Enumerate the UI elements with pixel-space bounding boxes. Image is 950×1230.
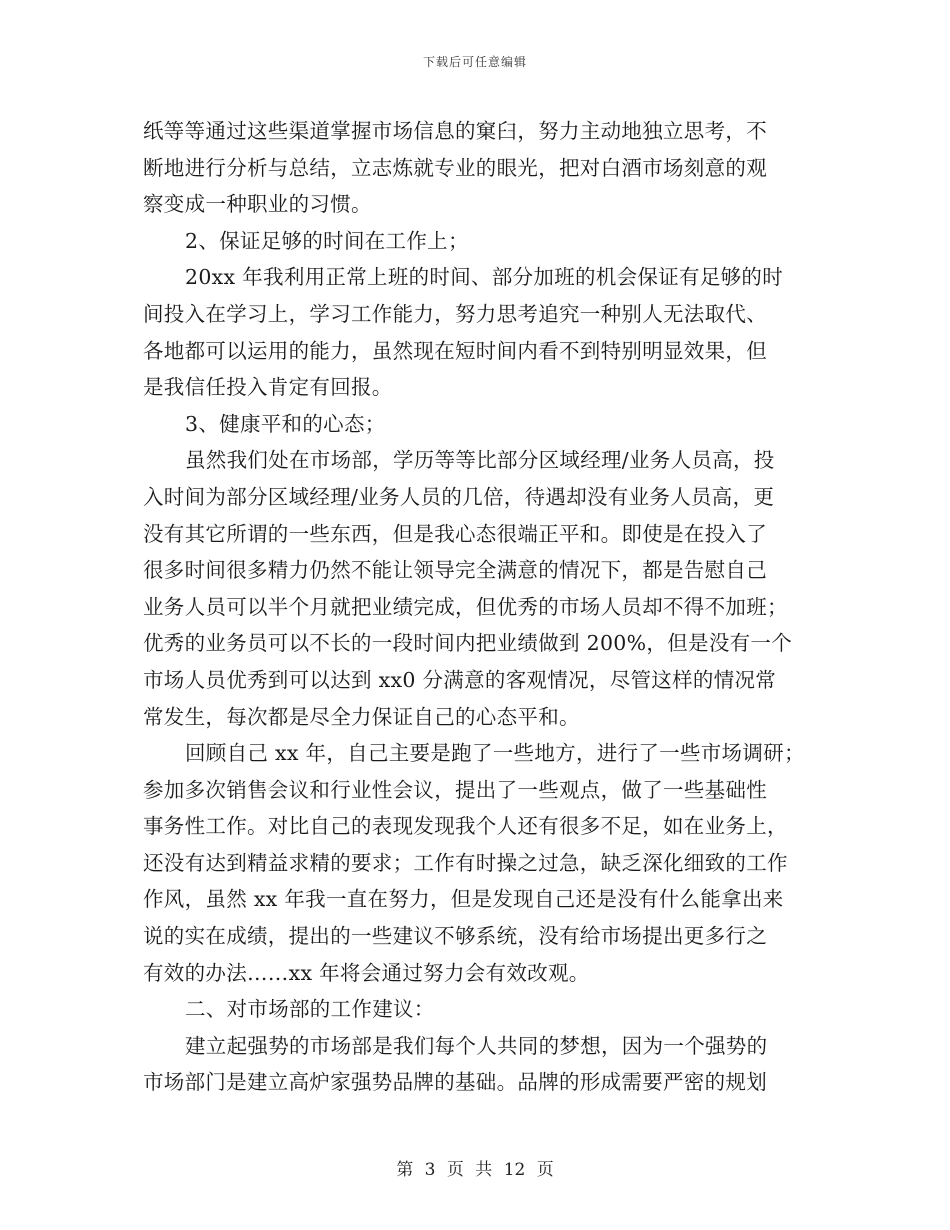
text-line: 间投入在学习上，学习工作能力，努力思考追究一种别人无法取代、	[143, 301, 767, 326]
text-line: 是我信任投入肯定有回报。	[143, 375, 393, 400]
text-line: 有效的办法……xx 年将会通过努力会有效改观。	[143, 960, 590, 985]
text-line: 各地都可以运用的能力，虽然现在短时间内看不到特别明显效果，但	[143, 338, 767, 363]
text-line: 断地进行分析与总结，立志炼就专业的眼光，把对白酒市场刻意的观	[143, 155, 767, 180]
text-line: 察变成一种职业的习惯。	[143, 192, 372, 217]
text-line: 2、保证足够的时间在工作上；	[185, 228, 469, 253]
text-line: 优秀的业务员可以不长的一段时间内把业绩做到 200%，但是没有一个	[143, 631, 793, 656]
text-line: 说的实在成绩，提出的一些建议不够系统，没有给市场提出更多行之	[143, 924, 767, 949]
text-line: 还没有达到精益求精的要求；工作有时操之过急，缺乏深化细致的工作	[143, 850, 788, 875]
text-line: 回顾自己 xx 年，自己主要是跑了一些地方，进行了一些市场调研；	[185, 741, 805, 766]
text-line: 入时间为部分区域经理/业务人员的几倍，待遇却没有业务人员高，更	[143, 484, 775, 509]
text-line: 参加多次销售会议和行业性会议，提出了一些观点，做了一些基础性	[143, 777, 767, 802]
text-line: 没有其它所谓的一些东西，但是我心态很端正平和。即使是在投入了	[143, 521, 767, 546]
text-line: 虽然我们处在市场部，学历等等比部分区域经理/业务人员高，投	[185, 448, 775, 473]
text-line: 20xx 年我利用正常上班的时间、部分加班的机会保证有足够的时	[185, 265, 784, 290]
text-line: 建立起强势的市场部是我们每个人共同的梦想，因为一个强势的	[185, 1033, 768, 1058]
text-line: 很多时间很多精力仍然不能让领导完全满意的情况下，都是告慰自己	[143, 558, 767, 583]
text-line: 业务人员可以半个月就把业绩完成，但优秀的市场人员却不得不加班；	[143, 594, 788, 619]
text-line: 事务性工作。对比自己的表现发现我个人还有很多不足，如在业务上，	[143, 814, 788, 839]
text-line: 市场人员优秀到可以达到 xx0 分满意的客观情况，尽管这样的情况常	[143, 667, 777, 692]
text-line: 市场部门是建立高炉家强势品牌的基础。品牌的形成需要严密的规划	[143, 1070, 767, 1095]
page-footer: 第 3 页 共 12 页	[396, 1160, 554, 1180]
text-line: 二、对市场部的工作建议：	[185, 997, 435, 1022]
text-line: 3、健康平和的心态；	[185, 411, 386, 436]
page-header: 下载后可任意编辑	[422, 55, 527, 69]
text-line: 常发生，每次都是尽全力保证自己的心态平和。	[143, 704, 580, 729]
text-line: 作风，虽然 xx 年我一直在努力，但是发现自己还是没有什么能拿出来	[143, 887, 784, 912]
text-line: 纸等等通过这些渠道掌握市场信息的窠臼，努力主动地独立思考，不	[143, 119, 767, 143]
document-body	[143, 113, 807, 1101]
